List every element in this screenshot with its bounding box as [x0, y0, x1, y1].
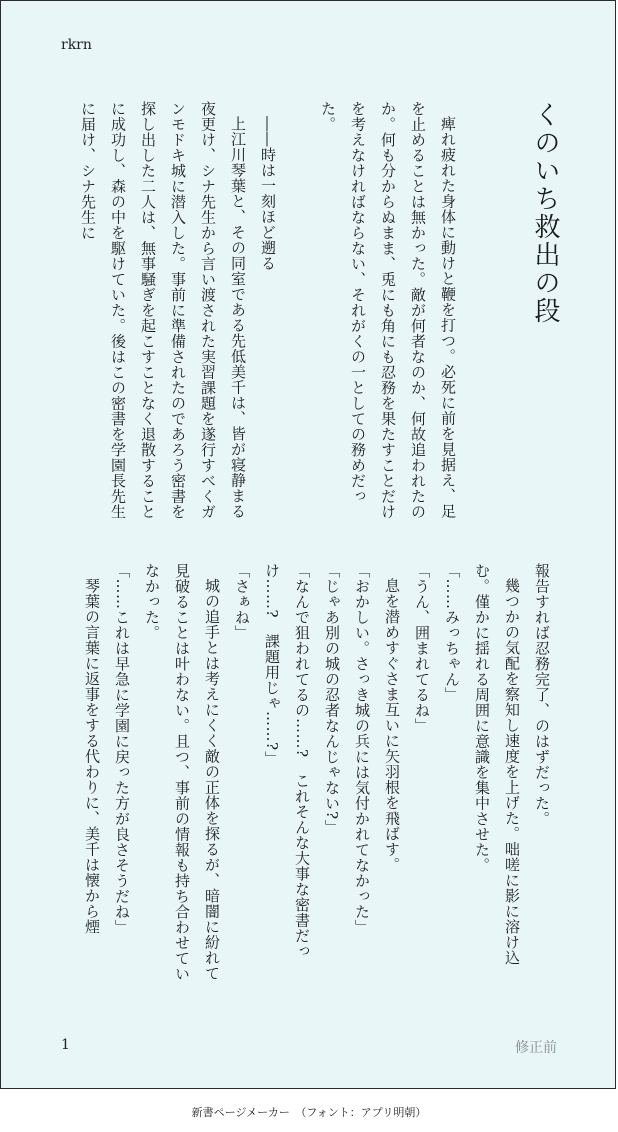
paragraph: 報告すれば忍務完了、のはずだった。: [533, 563, 551, 827]
lower-text-block: [57, 563, 557, 987]
dialogue-line: 「さぁね」: [233, 563, 251, 641]
chapter-title: くのいち救出の段: [530, 101, 560, 325]
dialogue-line: 「じゃあ別の城の忍者なんじゃない?」: [323, 563, 341, 836]
dialogue-line: 「……みっちゃん」: [443, 563, 461, 703]
revision-status: 修正前: [515, 1040, 557, 1056]
author-name: rkrn: [61, 37, 92, 53]
paragraph: 上江川琴葉と、その同室である先低美千は、皆が寝静まる夜更け、シナ先生から言い渡された実習課題を遂行すべくガンモドキ城に潜入した。事前に準備されたのであろう密書を探し出した二人は、無事騒ぎを起こすことなく退散することに成功し、森の中を駆けていた。後はこの密書を学園長先生に届け、シナ先生に: [79, 101, 247, 520]
paragraph: 息を潜めすぐさま互いに矢羽根を飛ばす。: [383, 578, 401, 873]
dialogue-line: 「なんで狙われてるの……? これそんな大事な密書だっけ……? 課題用じゃ……?」: [263, 563, 311, 960]
paragraph: 幾つかの気配を察知し速度を上げた。咄嗟に影に溶け込む。僅かに揺れる周囲に意識を集中させた。: [473, 563, 521, 966]
page-number: 1: [61, 1037, 70, 1053]
paragraph: 痺れ疲れた身体に動けと鞭を打つ。必死に前を見据え、足を止めることは無かった。敵が何者なのか、何故追われたのか。何も分からぬまま、兎にも角にも忍務を果たすことだけを考えなければならない、それがくの一としての務めだった。: [319, 101, 457, 520]
paragraph: 城の追手とは考えにくく敵の正体を探るが、暗闇に紛れて見破ることは叶わない。且つ、事前の情報も持ち合わせていなかった。: [143, 563, 221, 982]
paragraph: 琴葉の言葉に返事をする代わりに、美千は懐から煙: [83, 578, 101, 935]
scene-marker: ――時は一刻ほど遡る: [259, 116, 277, 271]
dialogue-line: 「おかしい。さっき城の兵には気付かれてなかった」: [353, 563, 371, 935]
dialogue-line: 「……これは早急に学園に戻った方が良さそうだね」: [113, 563, 131, 935]
blank-line: [283, 101, 313, 529]
generator-caption: 新書ページメーカー （フォント：アプリ明朝）: [191, 1106, 427, 1119]
upper-text-block: [57, 101, 463, 529]
dialogue-line: 「うん、囲まれてるね」: [413, 563, 431, 734]
